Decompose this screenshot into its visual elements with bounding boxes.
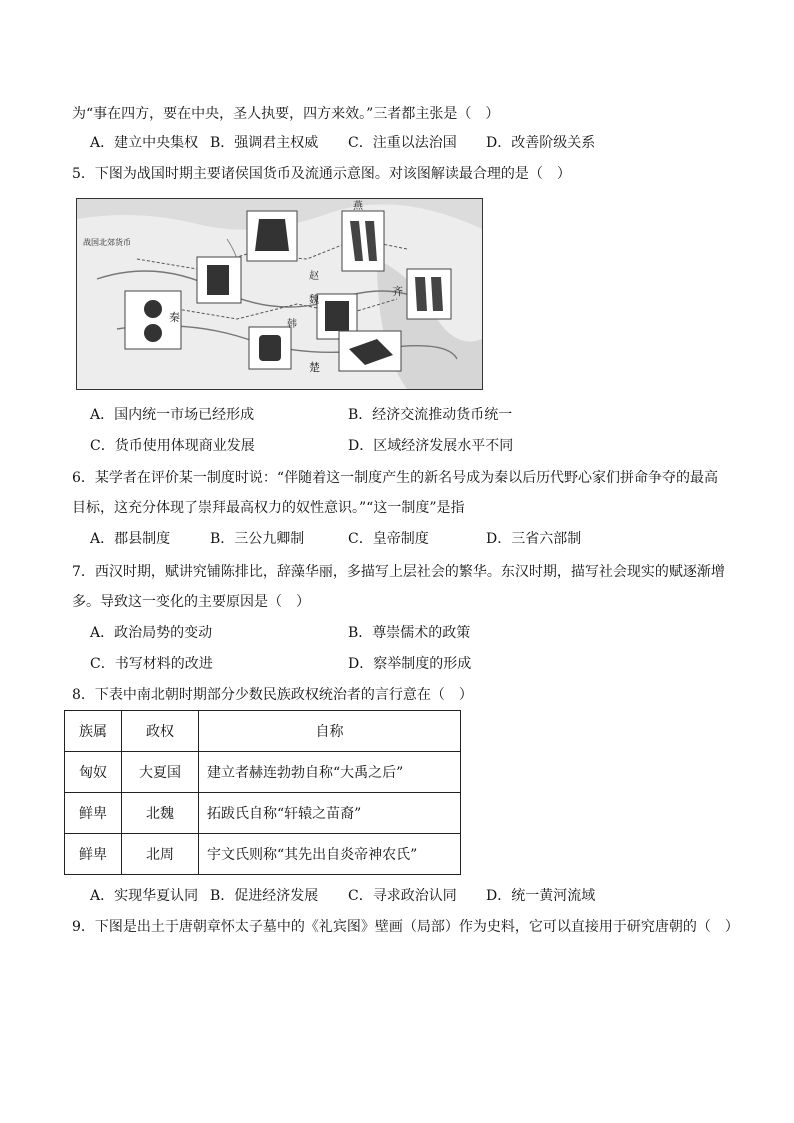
table-cell: 北魏 [122, 793, 199, 834]
table-cell: 建立者赫连勃勃自称“大禹之后” [199, 752, 461, 793]
map-label-han: 韩 [287, 319, 297, 330]
q8-stem: 8．下表中南北朝时期部分少数民族政权统治者的言行意在（ ） [72, 687, 473, 703]
table-cell: 拓跋氏自称“轩辕之苗裔” [199, 793, 461, 834]
q8-table [64, 710, 461, 875]
q8-option-c[interactable]: C．寻求政治认同 [348, 888, 457, 904]
q7-stem-line2: 多。导致这一变化的主要原因是（ ） [72, 594, 310, 610]
q7-option-c[interactable]: C．书写材料的改进 [90, 656, 213, 672]
q4-option-d[interactable]: D．改善阶级关系 [486, 135, 596, 151]
table-header-self-claim: 自称 [199, 711, 461, 752]
q5-option-c[interactable]: C．货币使用体现商业发展 [90, 438, 255, 454]
coin-map-figure [77, 199, 482, 389]
table-cell: 鲜卑 [65, 793, 122, 834]
q5-option-b[interactable]: B．经济交流推动货币统一 [348, 407, 513, 423]
map-label-zhao: 赵 [309, 271, 319, 282]
q6-option-a[interactable]: A．郡县制度 [90, 531, 171, 547]
q7-option-a[interactable]: A．政治局势的变动 [90, 625, 213, 641]
q4-option-a[interactable]: A．建立中央集权 [90, 135, 199, 151]
map-label-wei: 魏 [309, 295, 319, 306]
warring-states-coin-map [76, 198, 483, 390]
table-cell: 北周 [122, 834, 199, 875]
q5-stem: 5．下图为战国时期主要诸侯国货币及流通示意图。对该图解读最合理的是（ ） [72, 166, 571, 182]
q5-option-d[interactable]: D．区域经济发展水平不同 [348, 438, 514, 454]
q7-option-b[interactable]: B．尊崇儒术的政策 [348, 625, 471, 641]
table-cell: 大夏国 [122, 752, 199, 793]
q5-option-a[interactable]: A．国内统一市场已经形成 [90, 407, 255, 423]
map-label-qi: 齐 [392, 285, 403, 298]
table-header-regime: 政权 [122, 711, 199, 752]
table-cell: 鲜卑 [65, 834, 122, 875]
map-label-qin: 秦 [169, 311, 180, 324]
q8-option-d[interactable]: D．统一黄河流域 [486, 888, 596, 904]
q4-stem-tail: 为“事在四方，要在中央，圣人执要，四方来效。”三者都主张是（ ） [72, 106, 500, 122]
q6-stem-line2: 目标，这充分体现了崇拜最高权力的奴性意识。”“这一制度”是指 [72, 500, 465, 516]
q6-option-c[interactable]: C．皇帝制度 [348, 531, 429, 547]
map-label-yan: 燕 [353, 201, 363, 212]
table-header-ethnicity: 族属 [65, 711, 122, 752]
map-label-warring-coin: 战国北郊货币 [83, 238, 131, 247]
q4-option-b[interactable]: B．强调君主权威 [210, 135, 319, 151]
table-row [65, 834, 461, 875]
q6-option-b[interactable]: B．三公九卿制 [210, 531, 305, 547]
q4-option-c[interactable]: C．注重以法治国 [348, 135, 457, 151]
map-label-chu: 楚 [309, 361, 320, 374]
q7-option-d[interactable]: D．察举制度的形成 [348, 656, 472, 672]
q9-stem: 9．下图是出土于唐朝章怀太子墓中的《礼宾图》壁画（局部）作为史料，它可以直接用于研究唐朝的（ ） [72, 919, 739, 935]
table-row [65, 793, 461, 834]
q8-option-b[interactable]: B．促进经济发展 [210, 888, 319, 904]
table-cell: 宇文氏则称“其先出自炎帝神农氏” [199, 834, 461, 875]
table-cell: 匈奴 [65, 752, 122, 793]
q6-stem-line1: 6．某学者在评价某一制度时说：“伴随着这一制度产生的新名号成为秦以后历代野心家们拼命争夺的最高 [72, 470, 719, 486]
q8-option-a[interactable]: A．实现华夏认同 [90, 888, 199, 904]
table-row [65, 752, 461, 793]
table-header-row [65, 711, 461, 752]
q7-stem-line1: 7．西汉时期，赋讲究铺陈排比，辞藻华丽，多描写上层社会的繁华。东汉时期，描写社会现实的赋逐渐增 [72, 564, 725, 580]
q6-option-d[interactable]: D．三省六部制 [486, 531, 582, 547]
